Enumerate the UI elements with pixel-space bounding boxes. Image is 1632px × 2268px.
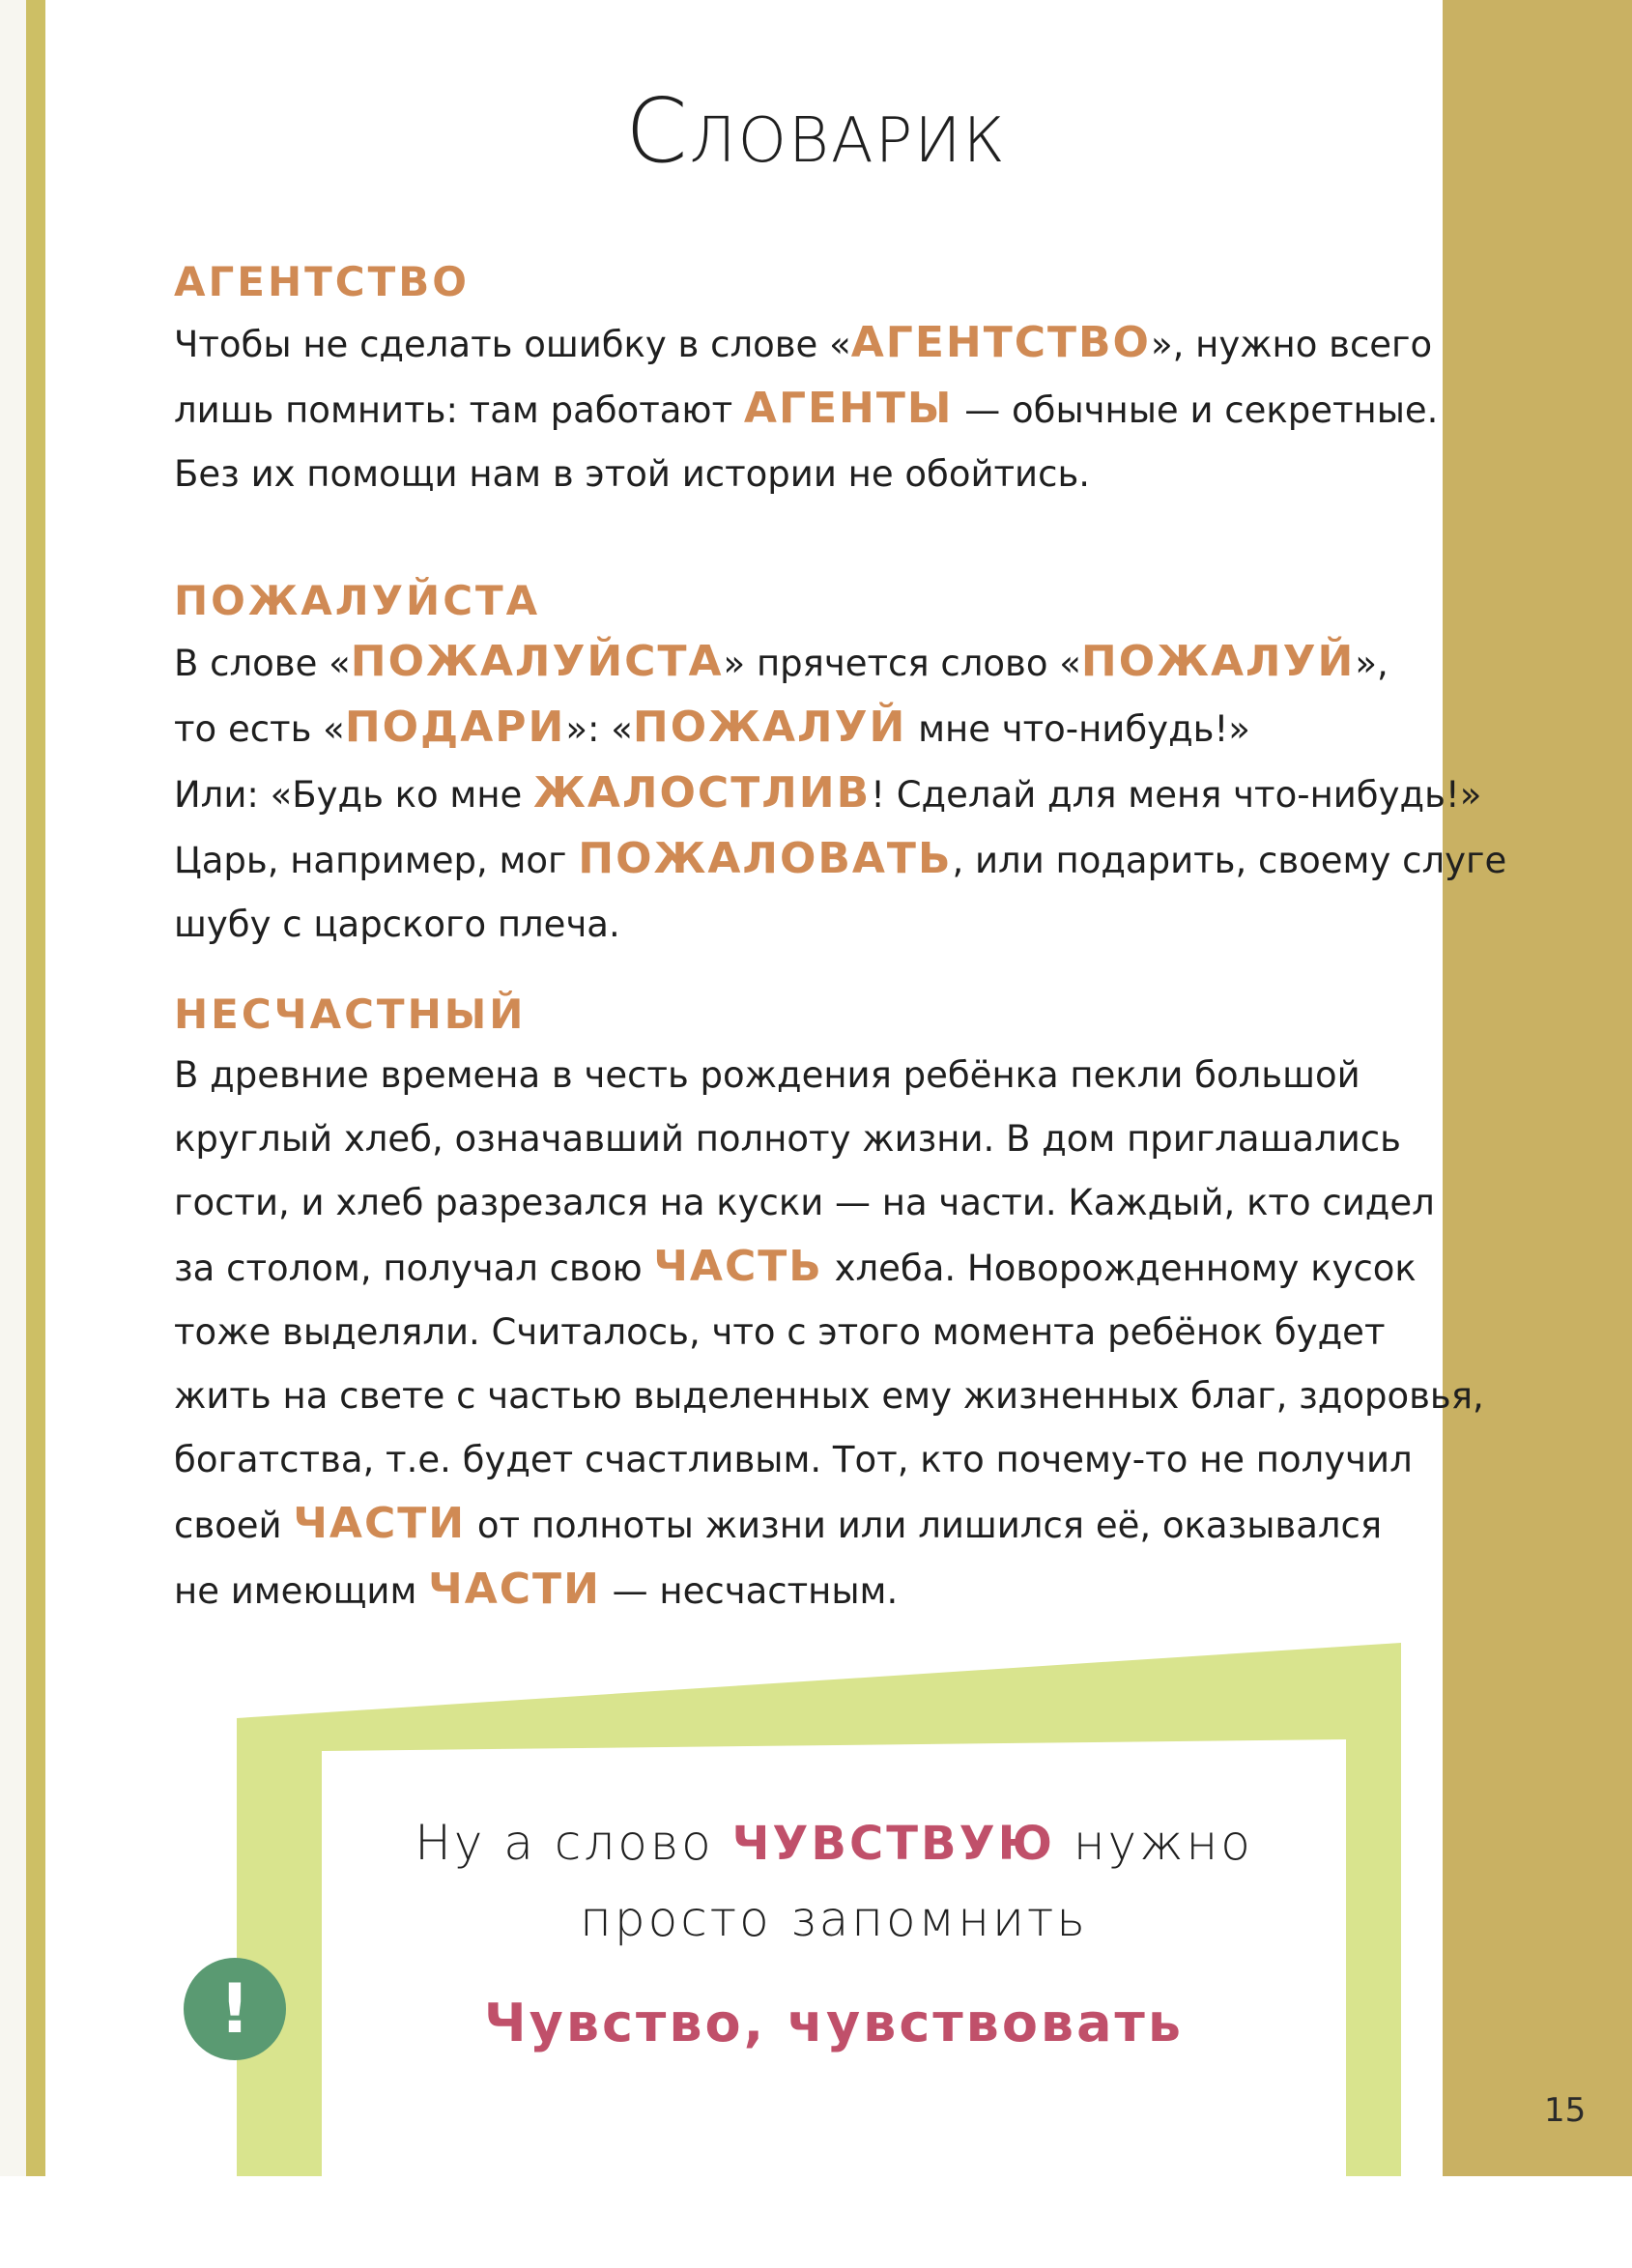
page-number: 15 [1544, 2091, 1587, 2130]
page-bottom-margin [0, 2176, 1632, 2268]
highlighted-word: ЖАЛОСТЛИВ [533, 768, 872, 818]
highlighted-word: АГЕНТЫ [743, 384, 954, 433]
highlighted-word: ЧАСТИ [293, 1499, 467, 1548]
glossary-definition [174, 1044, 1484, 1623]
note-line1-suffix: нужно [1054, 1815, 1253, 1871]
left-color-strip [26, 0, 45, 2176]
section-gap [174, 957, 1391, 986]
left-edge [0, 0, 26, 2176]
text-segment: В древние времена в честь рождения ребёнка пекли большой [174, 1054, 1360, 1096]
definition-line [174, 1044, 1391, 1107]
definition-line [174, 443, 1391, 506]
text-segment: не имеющим [174, 1570, 429, 1612]
text-segment: — несчастным. [600, 1570, 899, 1612]
text-segment: гости, и хлеб разрезался на куски — на части. Каждый, кто сидел [174, 1182, 1435, 1223]
text-segment: шубу с царского плеча. [174, 904, 620, 945]
text-segment: Или: «Будь ко мне [174, 774, 534, 816]
glossary-term: АГЕНТСТВО [174, 258, 470, 305]
highlighted-word: ПОЖАЛУЙ [1080, 637, 1356, 686]
note-highlight-word: ЧУВСТВУЮ [731, 1817, 1055, 1871]
text-segment: Царь, например, мог [174, 840, 579, 881]
definition-line [174, 1428, 1413, 1492]
highlighted-word: ПОЖАЛОВАТЬ [578, 834, 953, 883]
highlighted-word: АГЕНТСТВО [850, 318, 1151, 367]
text-segment: своей [174, 1505, 294, 1546]
text-segment: , или подарить, своему слуге [952, 840, 1507, 881]
definition-line [174, 377, 1439, 443]
highlighted-word: ПОЖАЛУЙ [632, 703, 907, 752]
definition-line [174, 761, 1482, 827]
glossary-definition [174, 630, 1507, 957]
text-segment: то есть « [174, 708, 345, 750]
definition-line [174, 311, 1433, 377]
text-segment: В слове « [174, 643, 351, 684]
glossary-content [174, 253, 1507, 1623]
highlighted-word: ПОДАРИ [344, 703, 566, 752]
text-segment: ! Сделай для меня что-нибудь!» [871, 774, 1482, 816]
text-segment: за столом, получал свою [174, 1248, 654, 1289]
definition-line [174, 1235, 1417, 1301]
text-segment: тоже выделяли. Считалось, что с этого момента ребёнок будет [174, 1311, 1386, 1353]
note-text [322, 1805, 1346, 1957]
definition-line [174, 630, 1391, 696]
glossary-definition [174, 311, 1439, 506]
text-segment: », нужно всего [1150, 324, 1433, 365]
right-color-strip [1443, 0, 1632, 2176]
definition-line [174, 1364, 1484, 1428]
text-segment: лишь помнить: там работают [174, 389, 744, 431]
definition-line [174, 1492, 1391, 1558]
text-segment: богатства, т.е. будет счастливым. Тот, кто почему-то не получил [174, 1439, 1413, 1480]
exclamation-icon: ! [184, 1958, 286, 2060]
text-segment: от полноты жизни или лишился её, оказывался [466, 1505, 1383, 1546]
highlighted-word: ЧАСТЬ [653, 1242, 823, 1291]
text-segment: мне что-нибудь!» [906, 708, 1250, 750]
glossary-term: ПОЖАЛУЙСТА [174, 577, 541, 624]
text-segment: Чтобы не сделать ошибку в слове « [174, 324, 851, 365]
text-segment: хлеба. Новорожденному кусок [822, 1248, 1417, 1289]
section-gap [174, 506, 1391, 572]
definition-line [174, 1107, 1401, 1171]
note-line1-prefix: Ну а слово [415, 1815, 732, 1871]
text-segment: » прячется слово « [723, 643, 1081, 684]
page-title: Словарик [625, 79, 1007, 183]
note-line2: просто запомнить [580, 1891, 1088, 1947]
definition-line [174, 893, 1391, 957]
definition-line [174, 827, 1507, 893]
definition-line [174, 696, 1391, 761]
highlighted-word: ЧАСТИ [428, 1565, 601, 1614]
definition-line [174, 1171, 1435, 1235]
glossary-term: НЕСЧАСТНЫЙ [174, 990, 527, 1038]
text-segment: — обычные и секретные. [953, 389, 1439, 431]
note-answer: Чувство, чувствовать [484, 1993, 1184, 2053]
text-segment: »: « [565, 708, 633, 750]
text-segment: жить на свете с частью выделенных ему жизненных благ, здоровья, [174, 1375, 1484, 1417]
text-segment: Без их помощи нам в этой истории не обойтись. [174, 453, 1091, 495]
definition-line [174, 1558, 1391, 1623]
highlighted-word: ПОЖАЛУЙСТА [350, 637, 724, 686]
definition-line [174, 1301, 1391, 1364]
text-segment: », [1355, 643, 1389, 684]
text-segment: круглый хлеб, означавший полноту жизни. В дом приглашались [174, 1118, 1401, 1160]
